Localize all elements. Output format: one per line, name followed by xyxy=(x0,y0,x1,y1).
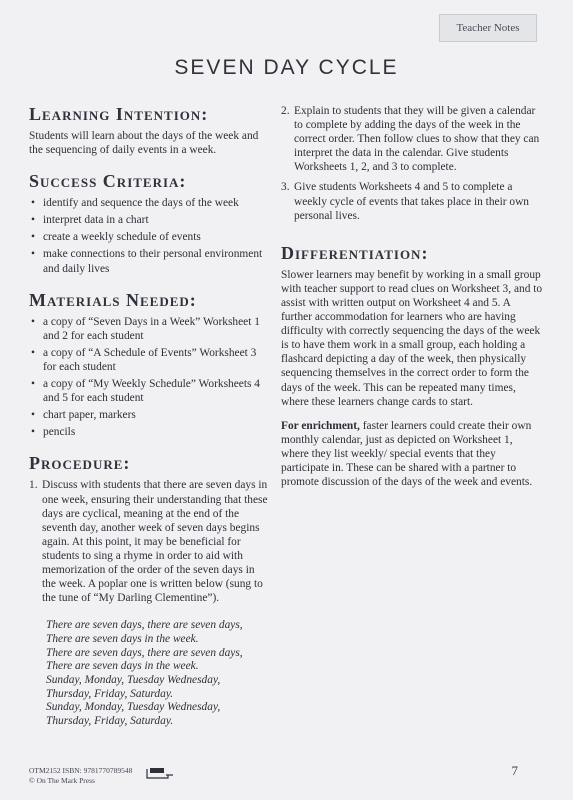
procedure-steps-continued xyxy=(281,104,543,223)
materials-section xyxy=(29,290,268,440)
list-item-text: chart paper, markers xyxy=(43,409,136,422)
bullet-icon: • xyxy=(31,197,35,210)
list-item-text: a copy of “My Weekly Schedule” Worksheets 4 and 5 for each student xyxy=(43,378,260,405)
bullet-icon: • xyxy=(31,409,35,422)
list-item xyxy=(29,196,268,210)
bullet-icon: • xyxy=(31,315,35,328)
footer-copyright: © On The Mark Press xyxy=(29,775,95,785)
poem-line: Thursday, Friday, Saturday. xyxy=(46,715,174,728)
bullet-icon: • xyxy=(31,346,35,359)
list-item-text: a copy of “Seven Days in a Week” Worksheet 1 and 2 for each student xyxy=(43,315,260,342)
bullet-icon: • xyxy=(31,231,35,244)
success-criteria-heading: Success Criteria: xyxy=(29,171,187,192)
list-item-text: pencils xyxy=(43,426,76,439)
footer-info xyxy=(29,766,132,785)
learning-intention-section xyxy=(29,104,268,157)
list-item xyxy=(29,247,268,275)
poem-line: Sunday, Monday, Tuesday Wednesday, xyxy=(46,701,221,714)
enrichment-text: faster learners could create their own monthly calendar, just as depicted on Worksheet 1, where they list weekly/ special events that they participate in. These can be shared with a partner to promote discussion of the days of the week and events. xyxy=(281,419,533,489)
learning-intention-heading: Learning Intention: xyxy=(29,104,209,124)
list-item xyxy=(29,315,268,343)
differentiation-section xyxy=(281,243,543,489)
list-item xyxy=(29,346,268,374)
list-item xyxy=(29,425,268,439)
publisher-logo-icon xyxy=(146,766,174,779)
materials-list xyxy=(29,315,268,440)
right-column xyxy=(281,104,543,503)
procedure-step xyxy=(281,180,543,222)
list-item-text: identify and sequence the days of the week xyxy=(43,197,239,210)
list-item-text: a copy of “A Schedule of Events” Worksheet 3 for each student xyxy=(43,346,257,373)
procedure-steps xyxy=(29,478,268,605)
list-item xyxy=(29,377,268,405)
step-text: Explain to students that they will be given a calendar to complete by adding the days of the week in the correct order. Then follow clues to show that they can interpret the data in the calendar. Give students Worksheets 1, 2, and 3 to complete. xyxy=(294,105,540,174)
materials-heading: Materials Needed: xyxy=(29,289,197,310)
teacher-notes-tab: Teacher Notes xyxy=(439,14,537,42)
rhyme-poem xyxy=(46,619,268,729)
success-criteria-section xyxy=(29,171,268,275)
procedure-step xyxy=(29,478,268,605)
poem-line: There are seven days, there are seven days, xyxy=(46,619,243,632)
step-number: 1. xyxy=(29,479,38,492)
learning-intention-text: Students will learn about the days of the week and the sequencing of daily events in a week. xyxy=(29,130,259,157)
page-title: SEVEN DAY CYCLE xyxy=(174,56,399,79)
bullet-icon: • xyxy=(31,248,35,261)
poem-line: There are seven days, there are seven days, xyxy=(46,646,243,659)
list-item-text: create a weekly schedule of events xyxy=(43,231,201,244)
list-item-text: interpret data in a chart xyxy=(43,214,149,227)
step-number: 2. xyxy=(281,105,290,117)
step-text: Give students Worksheets 4 and 5 to complete a weekly cycle of events that takes place in their own personal lives. xyxy=(294,181,529,222)
list-item-text: make connections to their personal environment and daily lives xyxy=(43,248,263,275)
procedure-step xyxy=(281,104,543,174)
enrichment-lead: For enrichment, xyxy=(281,419,360,432)
bullet-icon: • xyxy=(31,214,35,227)
differentiation-heading: Differentiation: xyxy=(281,242,429,263)
bullet-icon: • xyxy=(31,378,35,391)
differentiation-text: Slower learners may benefit by working in a small group with teacher support to read clues on Worksheet 3, and to assist with written output on Worksheet 4 and 5. A further accommodation for learners who are having difficulty with correctly sequencing the days of the week is to have them work in a small group, each holding a flashcard depicting a day of the week, then physically sequencing themselves in the correct order to form the days of the week. This can be repeated many times, where these learners change cards to start. xyxy=(281,268,543,408)
procedure-heading: Procedure: xyxy=(29,453,131,474)
page-number: 7 xyxy=(511,763,518,778)
left-column xyxy=(29,104,268,743)
procedure-section xyxy=(29,453,268,728)
list-item xyxy=(29,230,268,244)
footer-code: OTM2152 ISBN: 9781770789548 xyxy=(29,766,133,775)
list-item xyxy=(29,408,268,422)
poem-line: Sunday, Monday, Tuesday Wednesday, xyxy=(46,674,221,687)
poem-line: There are seven days in the week. xyxy=(46,660,199,673)
step-text: Discuss with students that there are seven days in one week, ensuring their understanding that these days are cyclical, meaning at the end of the seventh day, another week of seven days begins again. At this point, it may be beneficial for students to sing a rhyme in order to aid with memorization of the order of the seven days in the week. A poplar one is written below (sung to the tune of “My Darling Clementine”). xyxy=(42,479,268,605)
enrichment-paragraph xyxy=(281,419,543,489)
success-criteria-list xyxy=(29,196,268,275)
list-item xyxy=(29,213,268,227)
poem-line: There are seven days in the week. xyxy=(46,632,199,645)
step-number: 3. xyxy=(281,181,290,194)
poem-line: Thursday, Friday, Saturday. xyxy=(46,687,174,700)
bullet-icon: • xyxy=(31,426,35,439)
